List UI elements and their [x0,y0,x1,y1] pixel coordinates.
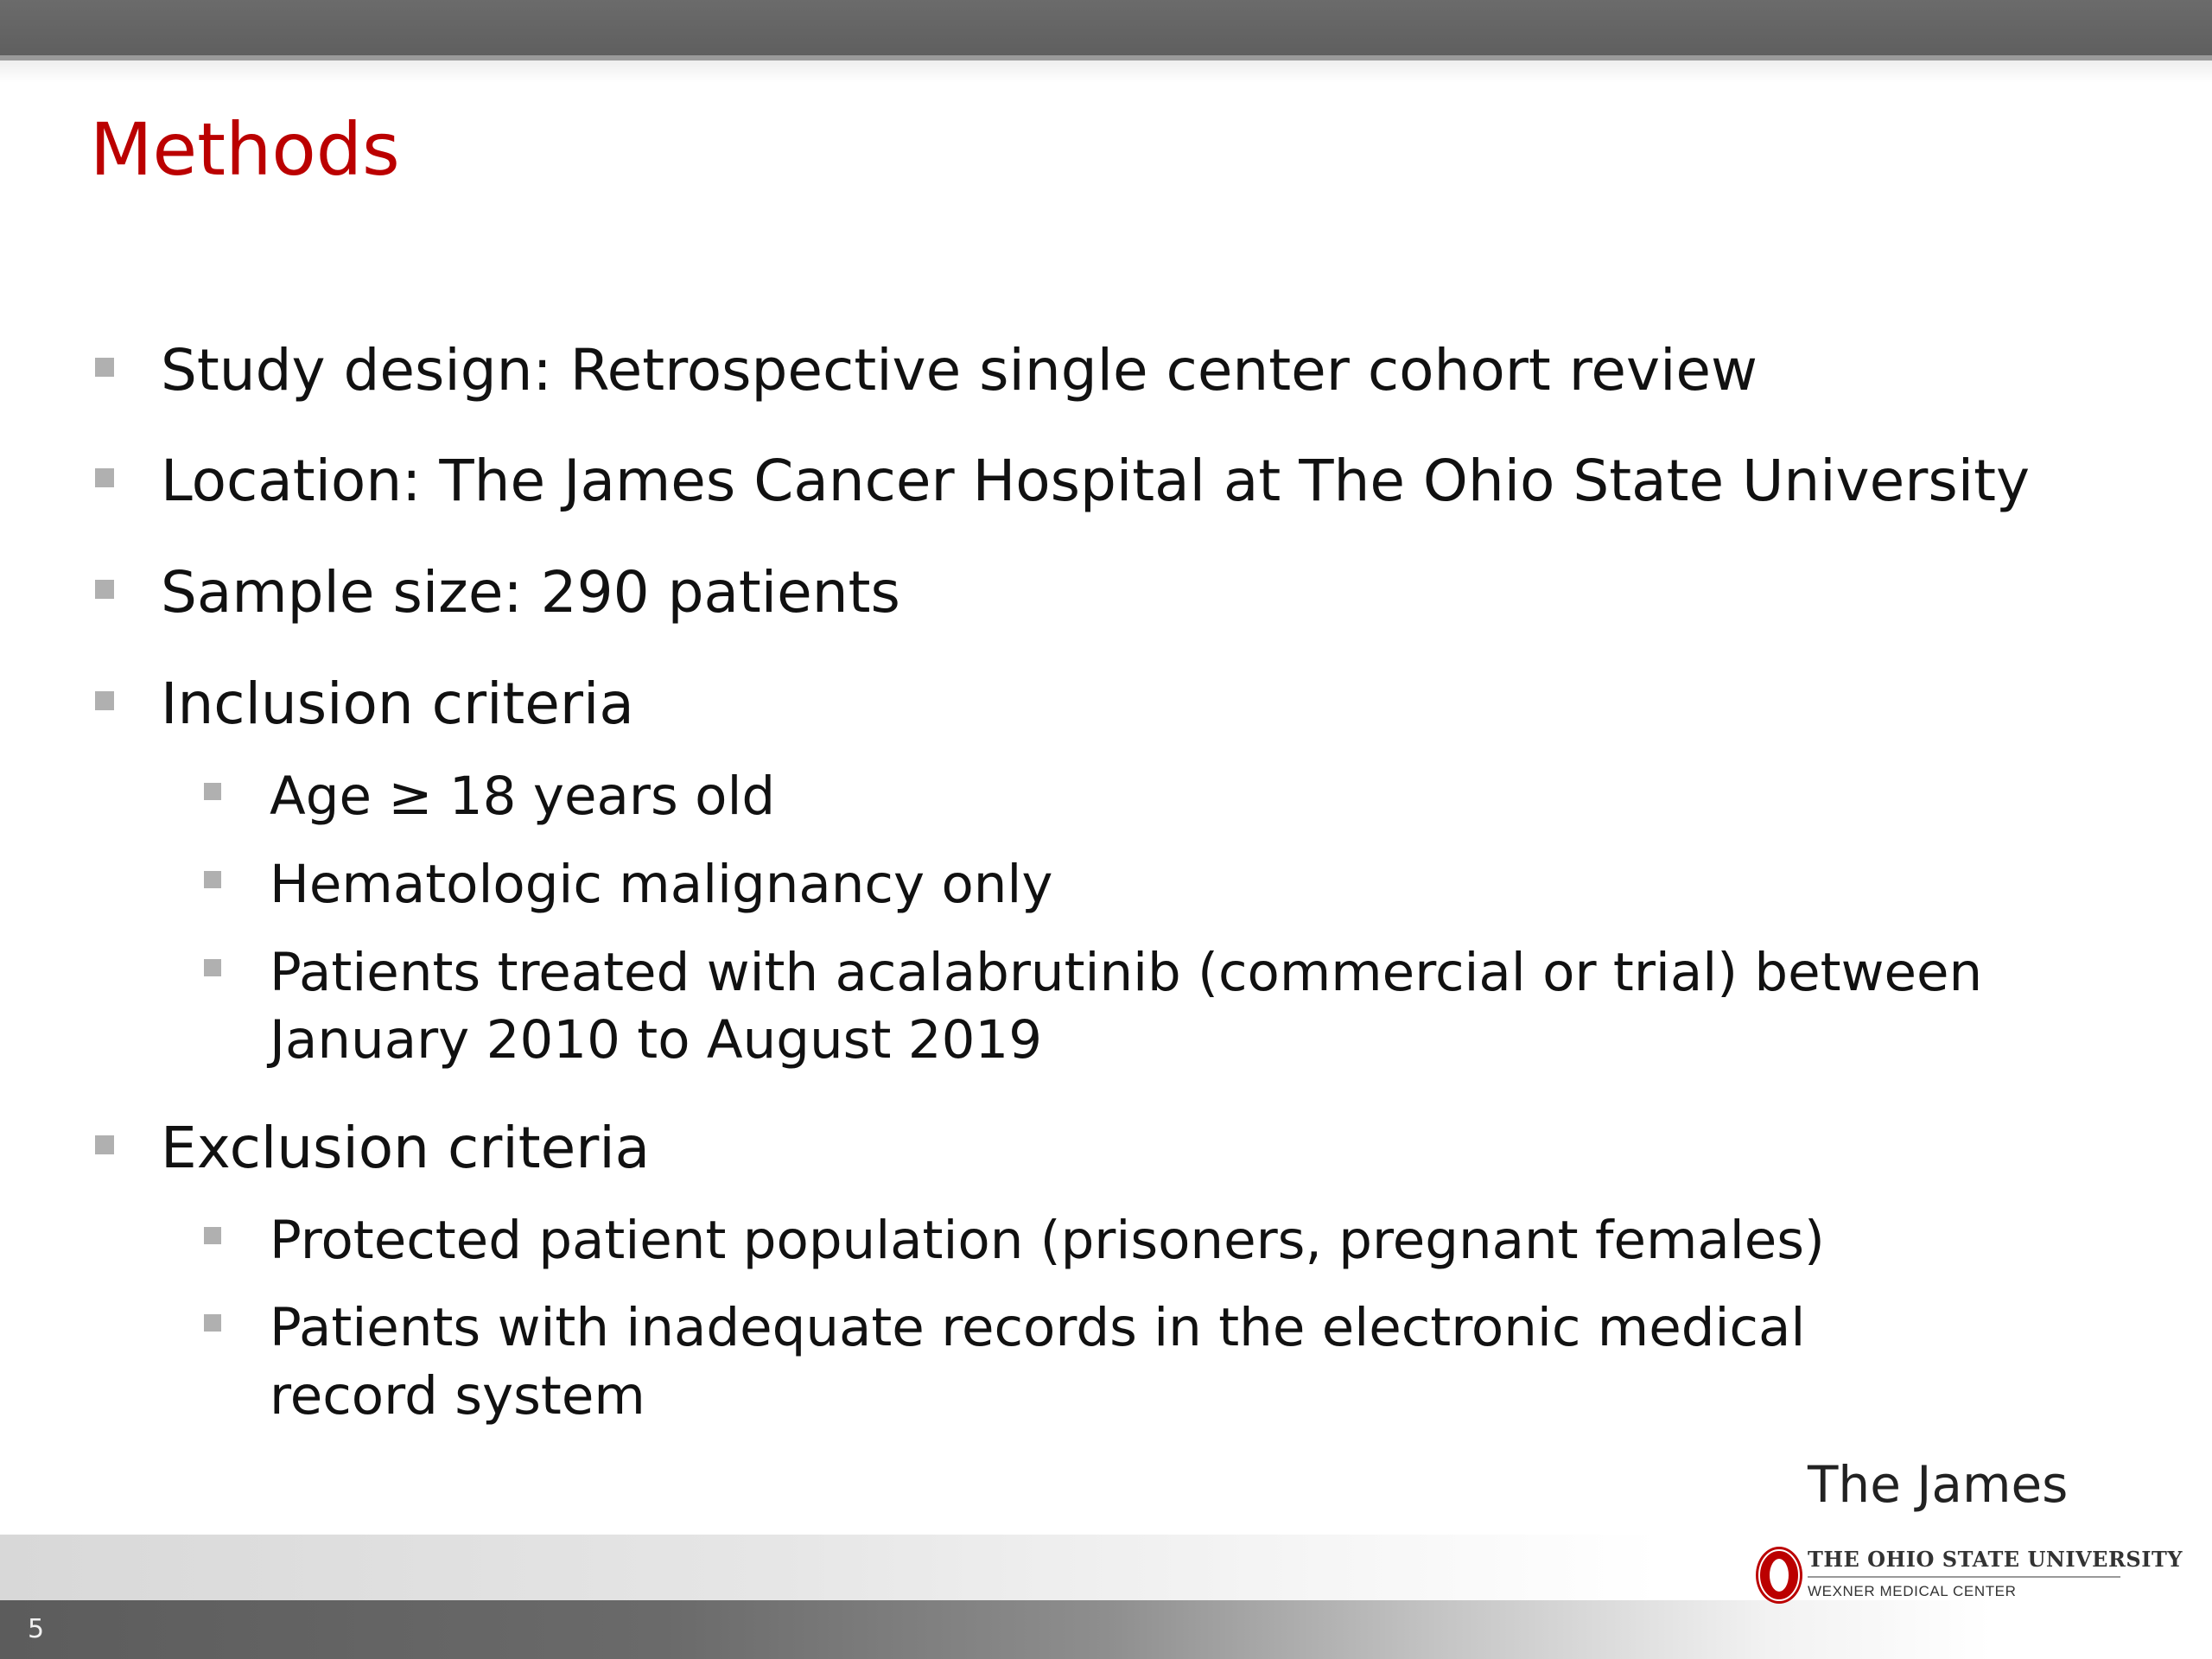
square-bullet-icon [95,468,114,487]
block-o-icon [1754,1545,1804,1605]
logo-center-name: WEXNER MEDICAL CENTER [1808,1583,2017,1599]
footer-bar [0,1600,2212,1659]
bullet-text: Hematologic malignancy only [270,854,1053,915]
sub-bullet-treatment-continued [270,1006,1042,1075]
sub-bullet-age [270,762,775,831]
logo-brand-text: The James [1808,1455,2069,1514]
logo-divider [1808,1576,2120,1578]
square-bullet-icon [204,1314,221,1332]
square-bullet-icon [95,358,114,377]
sub-bullet-inadequate-records-continued [270,1362,645,1431]
sub-bullet-protected-population [270,1206,1825,1275]
square-bullet-icon [95,580,114,599]
bullet-text: Exclusion criteria [161,1115,651,1181]
bullet-text: Protected patient population (prisoners, pregnant females) [270,1210,1825,1271]
bullet-text: Study design: Retrospective single center cohort review [161,337,1758,404]
bullet-study-design [161,332,1758,410]
bullet-text: Patients with inadequate records in the electronic medical [270,1297,1806,1358]
square-bullet-icon [95,1135,114,1154]
bullet-text: Location: The James Cancer Hospital at The Ohio State University [161,448,2031,514]
institution-logo [1728,1452,2183,1607]
square-bullet-icon [204,1227,221,1244]
square-bullet-icon [95,691,114,710]
slide-title: Methods [90,107,400,192]
bullet-text: January 2010 to August 2019 [270,1009,1043,1071]
bullet-text: Inclusion criteria [161,671,634,737]
square-bullet-icon [204,959,221,976]
bullet-text: Sample size: 290 patients [161,559,900,626]
bullet-text: record system [270,1365,645,1427]
logo-university-name: THE OHIO STATE UNIVERSITY [1808,1547,2183,1572]
sub-bullet-inadequate-records [270,1294,1805,1363]
bullet-exclusion-criteria [161,1109,650,1187]
sub-bullet-malignancy [270,850,1052,919]
square-bullet-icon [204,871,221,888]
bullet-inclusion-criteria [161,665,634,743]
bullet-text: Patients treated with acalabrutinib (commercial or trial) between [270,942,1983,1003]
bullet-text: Age ≥ 18 years old [270,766,776,827]
sub-bullet-treatment [270,938,1982,1007]
bullet-location [161,442,2030,520]
slide-number: 5 [28,1614,45,1644]
bullet-sample-size [161,554,900,632]
square-bullet-icon [204,783,221,800]
